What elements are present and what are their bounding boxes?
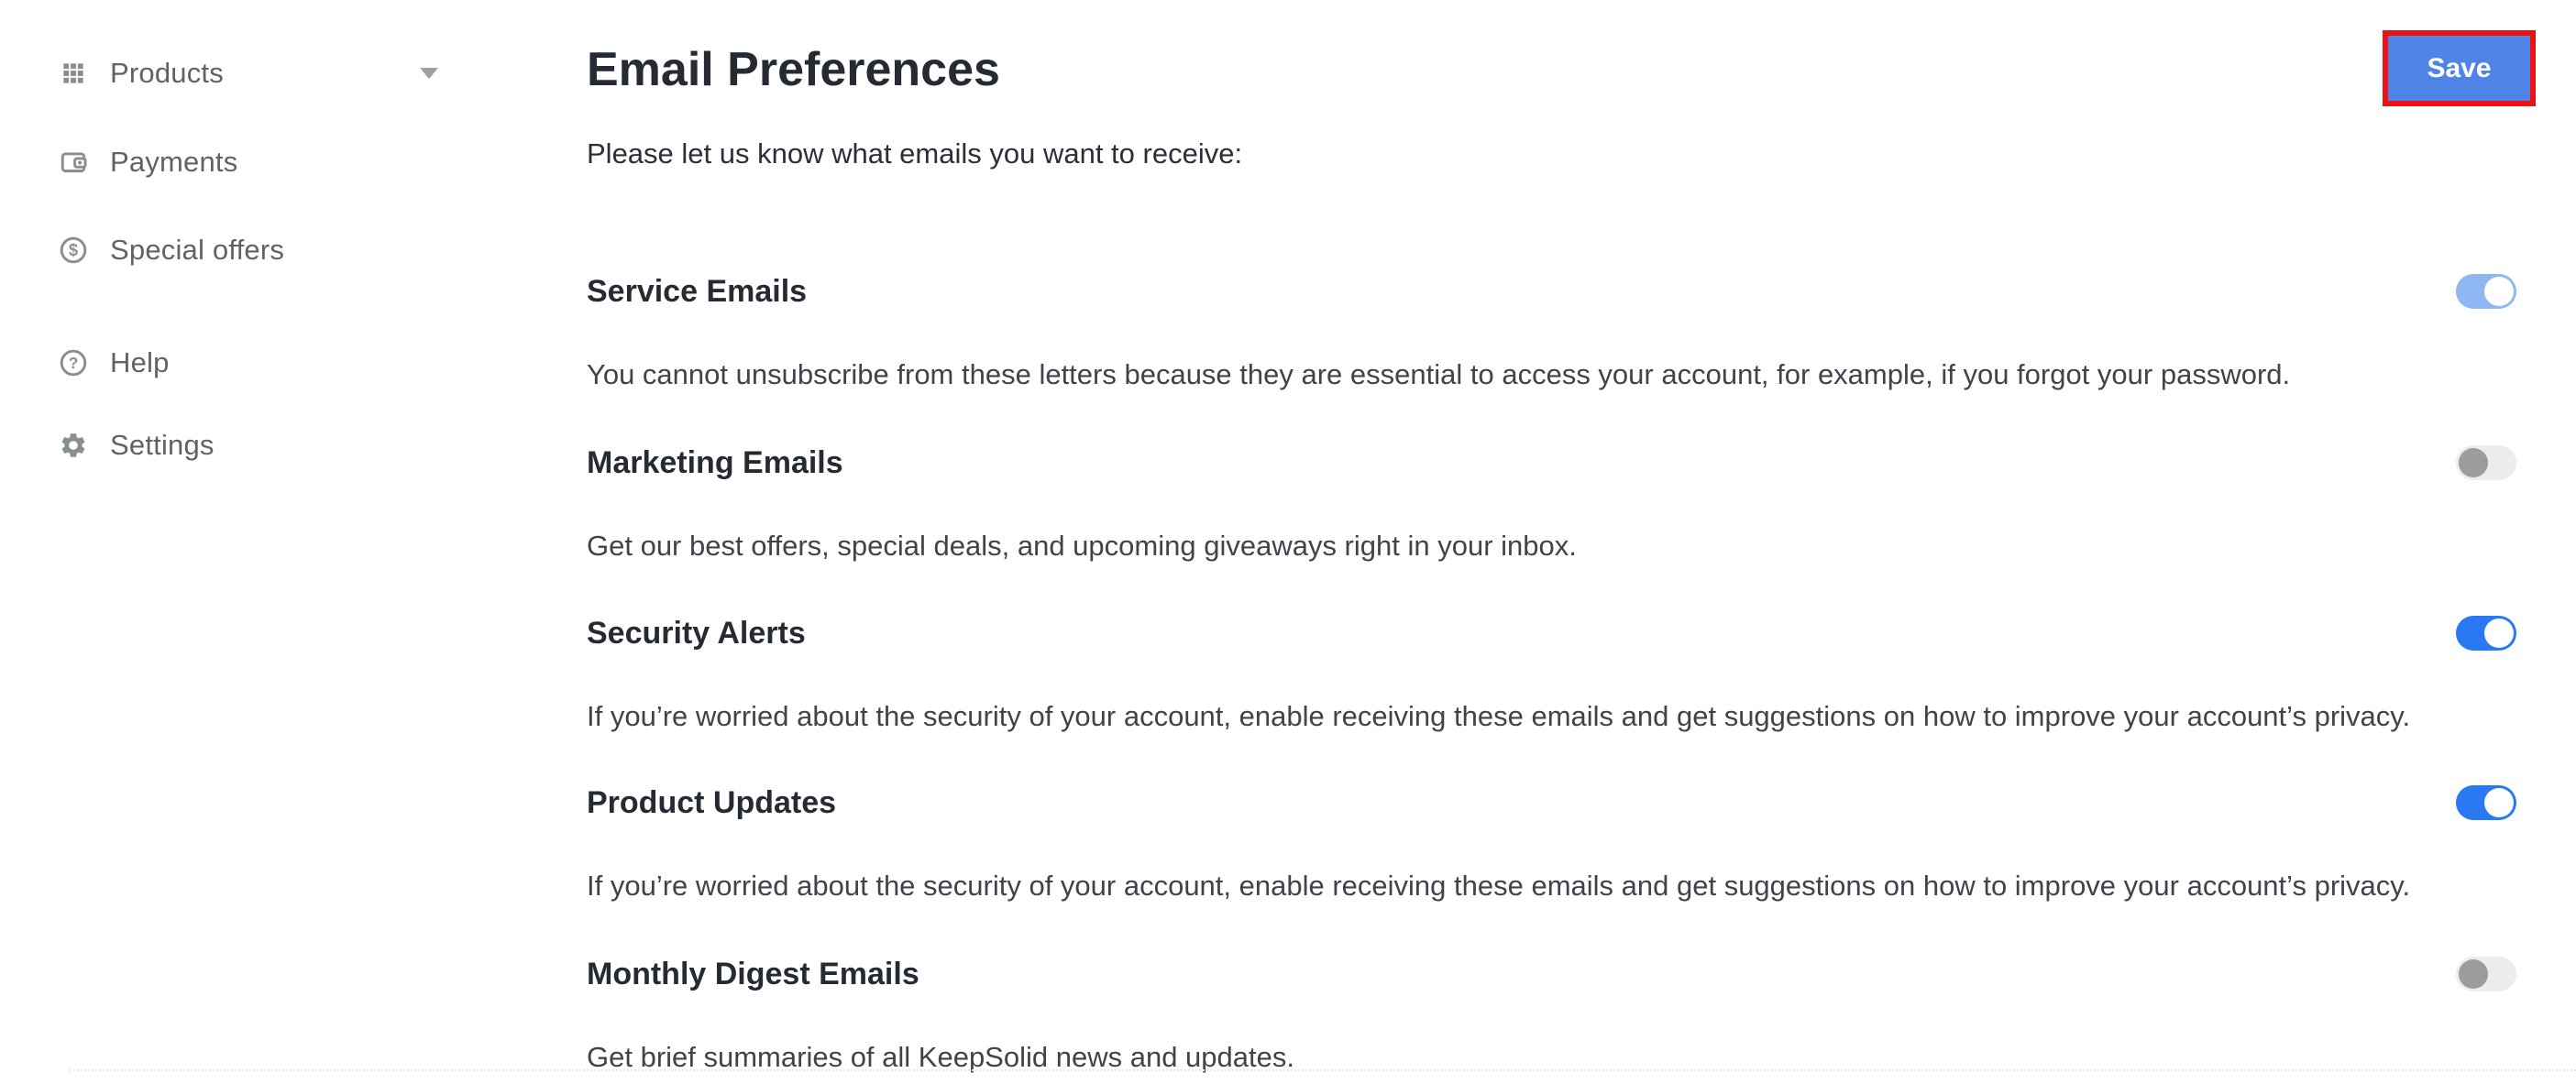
pref-description: You cannot unsubscribe from these letters because they are essential to access your account, for example, if you forgot your password. (587, 358, 2291, 390)
sidebar-item-products[interactable] (59, 55, 444, 92)
pref-description: If you’re worried about the security of your account, enable receiving these emails and get suggestions on how to improve your account’s privacy. (587, 700, 2411, 732)
pref-description: Get brief summaries of all KeepSolid news and updates. (587, 1041, 1294, 1073)
dollar-circle-icon (59, 235, 88, 265)
page-subtitle: Please let us know what emails you want to receive: (587, 137, 1243, 170)
pref-row-monthly-digest (587, 956, 2576, 1084)
pref-row-security-alerts (587, 615, 2576, 743)
wallet-icon (59, 148, 88, 177)
pref-title: Monthly Digest Emails (587, 957, 919, 991)
sidebar-item-settings[interactable] (59, 427, 444, 464)
sidebar-item-payments[interactable] (59, 144, 444, 181)
sidebar-item-label: Special offers (110, 234, 285, 266)
sidebar (0, 0, 532, 1078)
pref-title: Marketing Emails (587, 445, 843, 480)
sidebar-item-label: Payments (110, 146, 238, 178)
help-circle-icon (59, 348, 88, 378)
pref-row-product-updates (587, 784, 2576, 913)
gear-icon (59, 431, 88, 460)
chevron-down-icon (420, 68, 438, 79)
apps-grid-icon (59, 59, 88, 88)
save-button[interactable]: Save (2388, 36, 2530, 101)
pref-title: Service Emails (587, 274, 808, 309)
svg-text:?: ? (68, 353, 79, 372)
pref-title: Security Alerts (587, 616, 806, 651)
annotation-highlight-box (2383, 30, 2536, 106)
security-alerts-toggle[interactable] (2456, 616, 2516, 651)
sidebar-item-help[interactable] (59, 345, 444, 381)
bottom-divider (69, 1069, 2576, 1071)
pref-row-marketing-emails (587, 444, 2576, 573)
product-updates-toggle[interactable] (2456, 785, 2516, 820)
sidebar-item-label: Products (110, 57, 224, 89)
service-emails-toggle (2456, 274, 2516, 309)
svg-text:$: $ (68, 241, 79, 260)
sidebar-item-label: Help (110, 346, 170, 378)
sidebar-item-label: Settings (110, 429, 215, 461)
pref-title: Product Updates (587, 785, 837, 820)
pref-row-service-emails (587, 273, 2576, 401)
pref-description: If you’re worried about the security of your account, enable receiving these emails and get suggestions on how to improve your account’s privacy. (587, 870, 2411, 902)
sidebar-item-special-offers[interactable] (59, 232, 444, 268)
monthly-digest-toggle[interactable] (2456, 957, 2516, 991)
page-title: Email Preferences (587, 43, 1000, 96)
pref-description: Get our best offers, special deals, and upcoming giveaways right in your inbox. (587, 530, 1577, 562)
email-preferences-page (587, 0, 2576, 1078)
marketing-emails-toggle[interactable] (2456, 445, 2516, 480)
